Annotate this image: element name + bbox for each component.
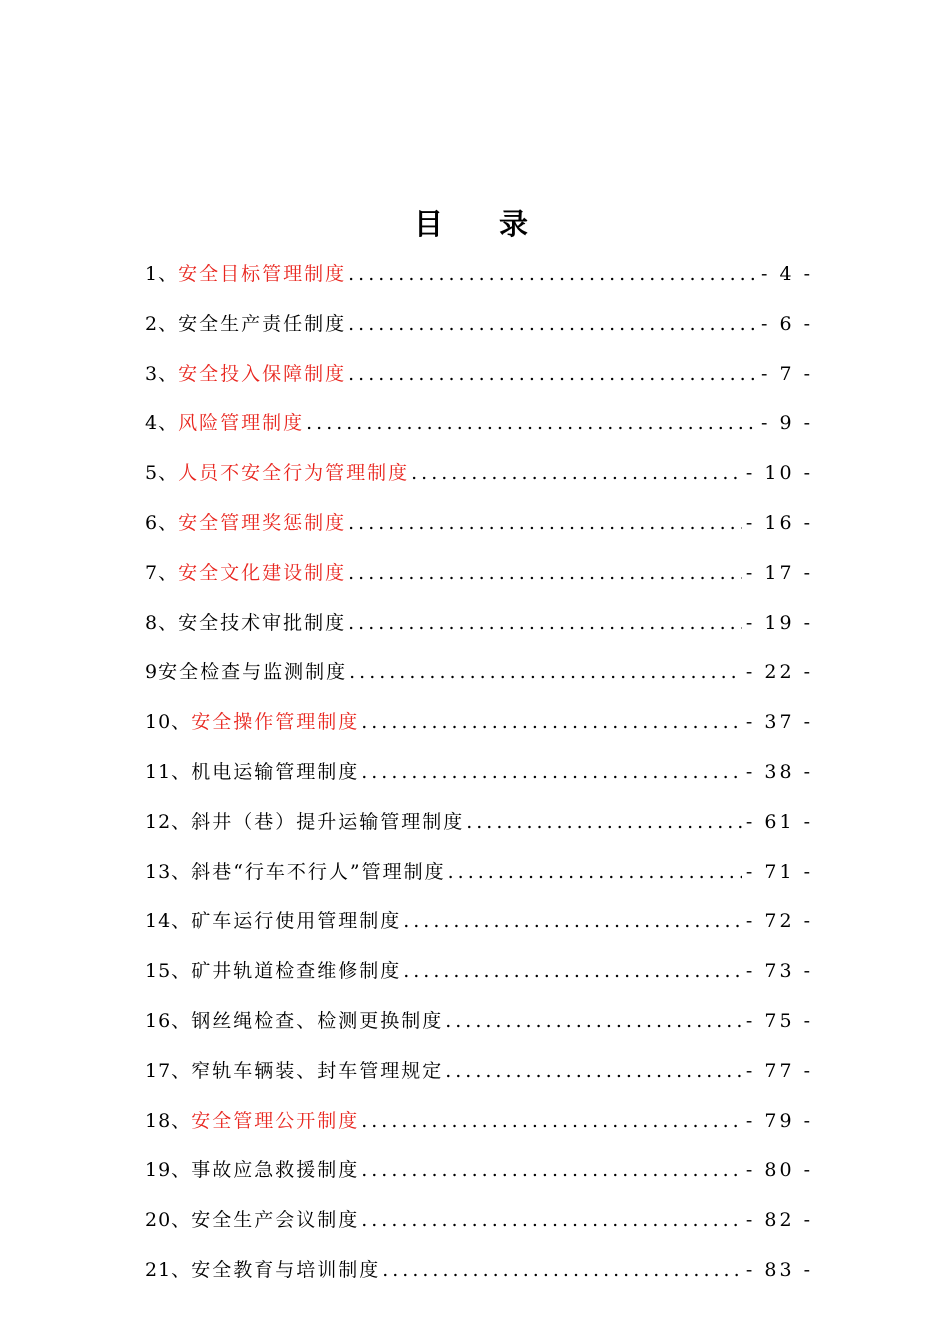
toc-entry-page: - 80 - — [745, 1159, 813, 1182]
toc-dot-leader — [346, 599, 742, 649]
toc-dot-leader — [346, 250, 757, 300]
toc-entry-number: 15、 — [145, 960, 192, 983]
toc-entry[interactable] — [145, 599, 813, 649]
toc-entry-page: - 82 - — [745, 1209, 813, 1232]
toc-dot-leader — [346, 549, 742, 599]
toc-entry-page: - 19 - — [745, 611, 813, 634]
toc-entry-page: - 16 - — [745, 511, 813, 534]
toc-entry[interactable] — [145, 549, 813, 599]
toc-entry-page: - 38 - — [745, 760, 813, 783]
toc-entry-title: 安全教育与培训制度 — [191, 1258, 381, 1281]
toc-entry[interactable] — [145, 350, 813, 400]
toc-dot-leader — [401, 897, 742, 947]
toc-entry-title: 安全检查与监测制度 — [158, 661, 348, 684]
toc-title-char-1: 目 — [413, 207, 499, 241]
toc-dot-leader — [359, 748, 742, 798]
toc-entry[interactable] — [145, 897, 813, 947]
toc-entry-number: 1、 — [145, 263, 179, 285]
toc-entry-page: - 37 - — [745, 711, 813, 734]
toc-entry-number: 3、 — [145, 362, 179, 385]
toc-entry-number: 16、 — [145, 1009, 192, 1032]
toc-entry[interactable] — [145, 300, 813, 350]
toc-entry-page: - 77 - — [745, 1059, 813, 1082]
toc-entry-number: 13、 — [145, 860, 192, 883]
toc-entry-title: 安全管理奖惩制度 — [178, 511, 347, 534]
toc-dot-leader — [443, 1047, 742, 1097]
toc-entry[interactable] — [145, 499, 813, 549]
toc-entry-number: 7、 — [145, 561, 179, 584]
toc-entry[interactable] — [145, 449, 813, 499]
toc-list — [145, 250, 813, 1296]
toc-entry-number: 17、 — [145, 1059, 192, 1082]
toc-entry-page: - 7 - — [760, 362, 813, 385]
toc-entry[interactable] — [145, 648, 813, 698]
toc-entry-title: 安全技术审批制度 — [178, 611, 347, 634]
toc-entry-page: - 75 - — [745, 1009, 813, 1032]
toc-dot-leader — [304, 399, 757, 449]
toc-entry-title: 人员不安全行为管理制度 — [178, 462, 410, 485]
toc-dot-leader — [359, 1196, 742, 1246]
toc-dot-leader — [401, 947, 742, 997]
toc-entry-page: - 61 - — [745, 810, 813, 833]
toc-entry-title: 机电运输管理制度 — [191, 760, 360, 783]
toc-dot-leader — [380, 1246, 742, 1296]
toc-dot-leader — [359, 698, 742, 748]
toc-dot-leader — [346, 499, 742, 549]
toc-entry-page: - 4 - — [760, 263, 813, 285]
toc-dot-leader — [346, 300, 757, 350]
toc-title-char-2: 录 — [499, 207, 585, 241]
toc-dot-leader — [464, 798, 742, 848]
toc-entry-number: 11、 — [145, 760, 192, 783]
toc-entry-page: - 6 - — [760, 312, 813, 335]
toc-entry-page: - 9 - — [760, 412, 813, 435]
toc-dot-leader — [359, 1146, 742, 1196]
toc-entry-number: 8、 — [145, 611, 179, 634]
toc-entry-page: - 73 - — [745, 960, 813, 983]
toc-entry-page: - 17 - — [745, 561, 813, 584]
toc-entry-page: - 79 - — [745, 1109, 813, 1132]
toc-entry[interactable] — [145, 1196, 813, 1246]
toc-title — [0, 204, 950, 244]
toc-entry-number: 2、 — [145, 312, 179, 335]
toc-entry-number: 9 — [145, 661, 159, 684]
toc-entry-page: - 71 - — [745, 860, 813, 883]
toc-entry-title: 安全投入保障制度 — [178, 362, 347, 385]
toc-dot-leader — [409, 449, 742, 499]
toc-entry-number: 5、 — [145, 462, 179, 485]
toc-entry-title: 安全生产责任制度 — [178, 312, 347, 335]
toc-entry-number: 10、 — [145, 711, 192, 734]
toc-entry-title: 事故应急救援制度 — [191, 1159, 360, 1182]
toc-entry-number: 14、 — [145, 910, 192, 933]
toc-entry-title: 窄轨车辆装、封车管理规定 — [191, 1059, 444, 1082]
toc-entry[interactable] — [145, 250, 813, 300]
toc-entry-number: 21、 — [145, 1258, 192, 1281]
toc-entry[interactable] — [145, 997, 813, 1047]
toc-dot-leader — [443, 997, 742, 1047]
toc-entry-title: 斜井（巷）提升运输管理制度 — [191, 810, 465, 833]
toc-entry[interactable] — [145, 698, 813, 748]
toc-dot-leader — [446, 848, 742, 898]
toc-entry-number: 19、 — [145, 1159, 192, 1182]
toc-entry-title: 钢丝绳检查、检测更换制度 — [191, 1009, 444, 1032]
toc-entry-title: 安全管理公开制度 — [191, 1109, 360, 1132]
toc-entry-page: - 22 - — [745, 661, 813, 684]
toc-dot-leader — [359, 1097, 742, 1147]
toc-dot-leader — [347, 648, 742, 698]
toc-entry-number: 18、 — [145, 1109, 192, 1132]
toc-entry-page: - 10 - — [745, 462, 813, 485]
toc-entry-title: 安全目标管理制度 — [178, 263, 347, 285]
toc-entry-page: - 72 - — [745, 910, 813, 933]
toc-dot-leader — [346, 350, 757, 400]
toc-entry[interactable] — [145, 848, 813, 898]
toc-entry-title: 安全生产会议制度 — [191, 1209, 360, 1232]
toc-entry-number: 4、 — [145, 412, 179, 435]
toc-entry[interactable] — [145, 798, 813, 848]
toc-entry[interactable] — [145, 1047, 813, 1097]
toc-entry[interactable] — [145, 1146, 813, 1196]
toc-entry-title: 安全操作管理制度 — [191, 711, 360, 734]
toc-entry[interactable] — [145, 399, 813, 449]
toc-entry-number: 12、 — [145, 810, 192, 833]
toc-entry-page: - 83 - — [745, 1258, 813, 1281]
toc-entry-title: 斜巷“行车不行人”管理制度 — [191, 860, 446, 883]
toc-entry-title: 风险管理制度 — [178, 412, 305, 435]
toc-entry-title: 矿井轨道检查维修制度 — [191, 960, 402, 983]
toc-entry[interactable] — [145, 1246, 813, 1296]
toc-entry[interactable] — [145, 947, 813, 997]
toc-entry-number: 6、 — [145, 511, 179, 534]
toc-entry-title: 矿车运行使用管理制度 — [191, 910, 402, 933]
toc-entry-number: 20、 — [145, 1209, 192, 1232]
toc-entry[interactable] — [145, 748, 813, 798]
toc-entry-title: 安全文化建设制度 — [178, 561, 347, 584]
toc-entry[interactable] — [145, 1097, 813, 1147]
